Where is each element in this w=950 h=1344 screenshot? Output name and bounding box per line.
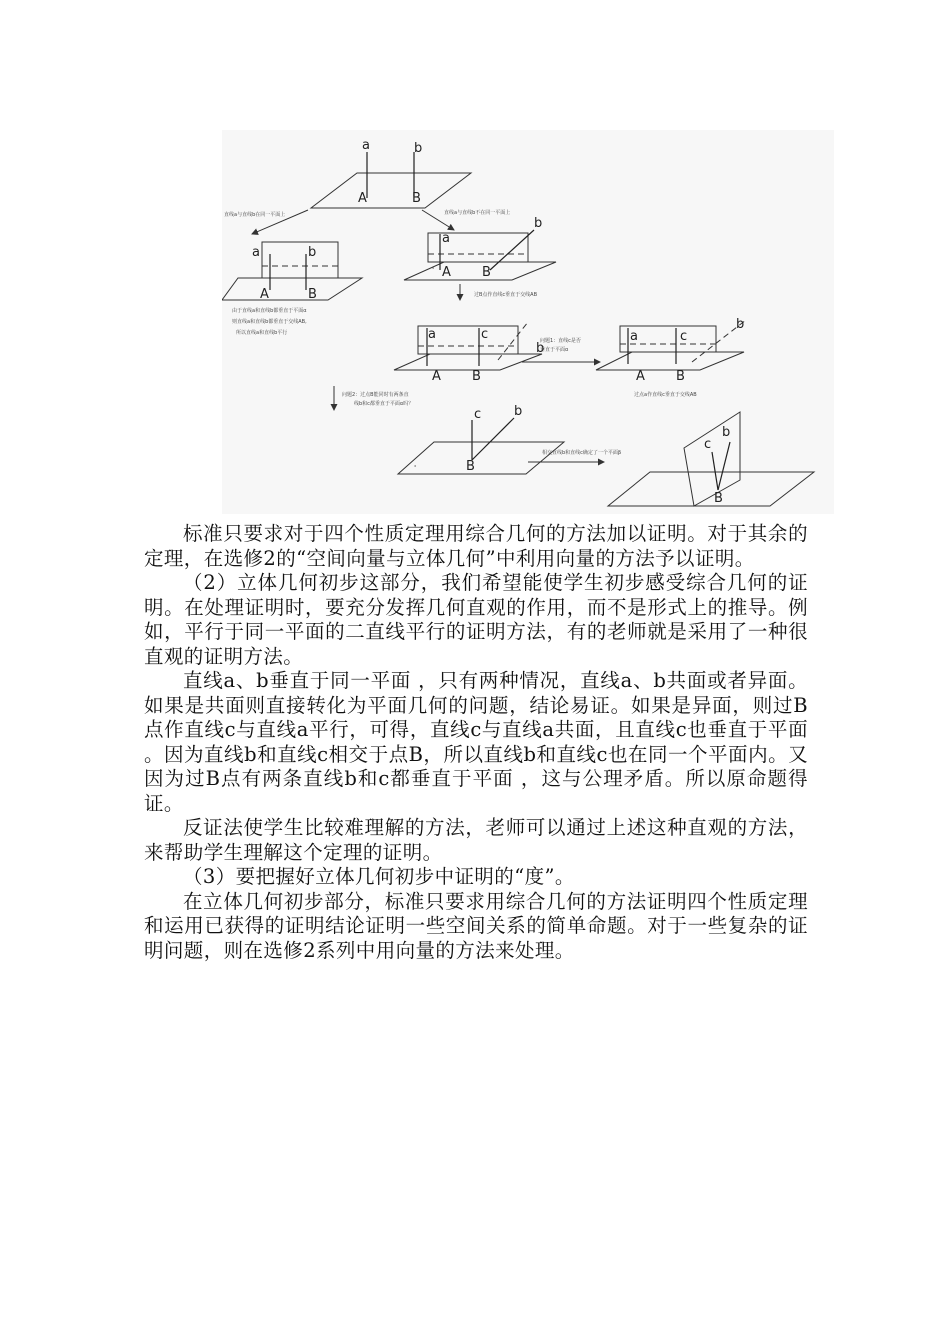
label-b-left: b xyxy=(308,245,317,260)
label-B-bl: B xyxy=(466,459,475,474)
label-c-bl: c xyxy=(474,407,482,422)
note-plane-beta: 相交直线b和直线c确定了一个平面β xyxy=(542,450,622,456)
label-A-mid: A xyxy=(432,369,441,384)
label-B-right: B xyxy=(482,265,491,280)
top-plane xyxy=(311,173,471,208)
note-left-2: 则直线a和直线b都垂直于交线AB, xyxy=(232,319,307,325)
label-c-br: c xyxy=(704,437,712,452)
note-q1-1: 问题1：直线c是否 xyxy=(540,338,581,344)
note-q2-2: 线b和c都垂直于平面α吗？ xyxy=(354,401,414,407)
mid-base-plane xyxy=(394,354,542,370)
right-box-figure xyxy=(404,216,556,280)
label-a-mr: a xyxy=(630,329,638,344)
label-b-right: b xyxy=(534,216,543,231)
br-base-plane xyxy=(608,472,814,506)
label-A-left: A xyxy=(260,287,269,302)
label-b-top: b xyxy=(414,141,423,156)
mr-base-plane xyxy=(596,352,744,370)
note-coplanar: 直线a与直线b在同一平面上 xyxy=(224,212,286,218)
label-B-left: B xyxy=(308,287,317,302)
paragraph-2: （2）立体几何初步这部分，我们希望能使学生初步感受综合几何的证明。在处理证明时，要充分发挥几何直观的作用，而不是形式上的推导。例如，平行于同一平面的二直线平行的证明方法，有的老师就是采用了一种很直观的证明方法。 xyxy=(144,571,808,668)
note-left-3: 所以直线a和直线b平行 xyxy=(236,330,288,336)
proof-diagram-figure xyxy=(222,130,834,514)
paragraph-4: 反证法使学生比较难理解的方法，老师可以通过上述这种直观的方法，来帮助学生理解这个定理的证明。 xyxy=(144,816,808,864)
label-b-mid: b xyxy=(536,341,545,356)
label-b-mr: b xyxy=(736,317,745,332)
label-A-mr: A xyxy=(636,369,645,384)
label-A-top: A xyxy=(358,191,367,206)
note-q1-2: 垂直于平面α xyxy=(540,347,569,353)
bottom-left-plane-figure xyxy=(398,404,564,474)
right-base-plane xyxy=(404,262,556,280)
middle-left-box-figure xyxy=(394,322,544,384)
label-a-top: a xyxy=(362,138,370,153)
br-line-b xyxy=(718,442,730,490)
note-q2-1: 问题2：过点B能同时有两条直 xyxy=(342,392,409,398)
right-line-b xyxy=(490,230,534,270)
dot-bl: ° xyxy=(414,465,417,471)
label-b-br: b xyxy=(722,425,731,440)
note-skew: 直线a与直线b不在同一平面上 xyxy=(444,210,511,216)
note-left-1: 由于直线a和直线b都垂直于平面α xyxy=(232,308,307,314)
middle-right-box-figure xyxy=(596,317,746,398)
label-a-left: a xyxy=(252,245,260,260)
paragraph-5: （3）要把握好立体几何初步中证明的“度”。 xyxy=(183,865,575,888)
paragraph-6: 在立体几何初步部分，标准只要求用综合几何的方法证明四个性质定理和运用已获得的证明结论证明一些空间关系的简单命题。对于一些复杂的证明问题，则在选修2系列中用向量的方法来处理。 xyxy=(144,889,808,962)
label-a-mid: a xyxy=(428,327,436,342)
label-a-right: a xyxy=(442,231,450,246)
body-text xyxy=(144,522,808,963)
note-step-2: 过B点作直线c垂直于交线AB xyxy=(474,292,538,298)
label-c-mid: c xyxy=(481,327,489,342)
left-box-figure xyxy=(222,242,362,336)
label-B-mid: B xyxy=(472,369,481,384)
note-mr: 过点a作直线c垂直于交线AB xyxy=(634,392,697,398)
label-B-top: B xyxy=(412,191,421,206)
top-plane-group xyxy=(311,138,471,208)
bottom-right-final-figure xyxy=(608,412,814,506)
label-A-right: A xyxy=(442,265,451,280)
bl-line-b xyxy=(472,418,514,460)
paragraph-3: 直线a、b垂直于同一平面 ，只有两种情况，直线a、b共面或者异面。如果是共面则直接转化为平面几何的问题，结论易证。如果是异面，则过B点作直线c与直线a平行，可得，直线c与直线a共面，且直线c也垂直于平面 。因为直线b和直线c相交于点B，所以直线b和直线c也在同一个平面内。又因为过B点有两条直线b和c都垂直于平面 ，这与公理矛盾。所以原命题得证。 xyxy=(144,669,808,815)
proof-diagram xyxy=(222,130,834,514)
dot-right: ° xyxy=(432,267,435,273)
left-vertical-plane xyxy=(262,242,338,278)
label-B-br: B xyxy=(714,491,723,506)
paragraph-1: 标准只要求对于四个性质定理用综合几何的方法加以证明。对于其余的定理，在选修2的“空间向量与立体几何”中利用向量的方法予以证明。 xyxy=(144,522,808,570)
label-c-mr: c xyxy=(680,329,688,344)
label-B-mr: B xyxy=(676,369,685,384)
br-vertical-plane xyxy=(684,412,740,506)
br-line-c xyxy=(712,452,718,490)
left-base-plane xyxy=(222,278,362,300)
label-b-bl: b xyxy=(514,404,523,419)
bl-plane xyxy=(398,442,564,474)
